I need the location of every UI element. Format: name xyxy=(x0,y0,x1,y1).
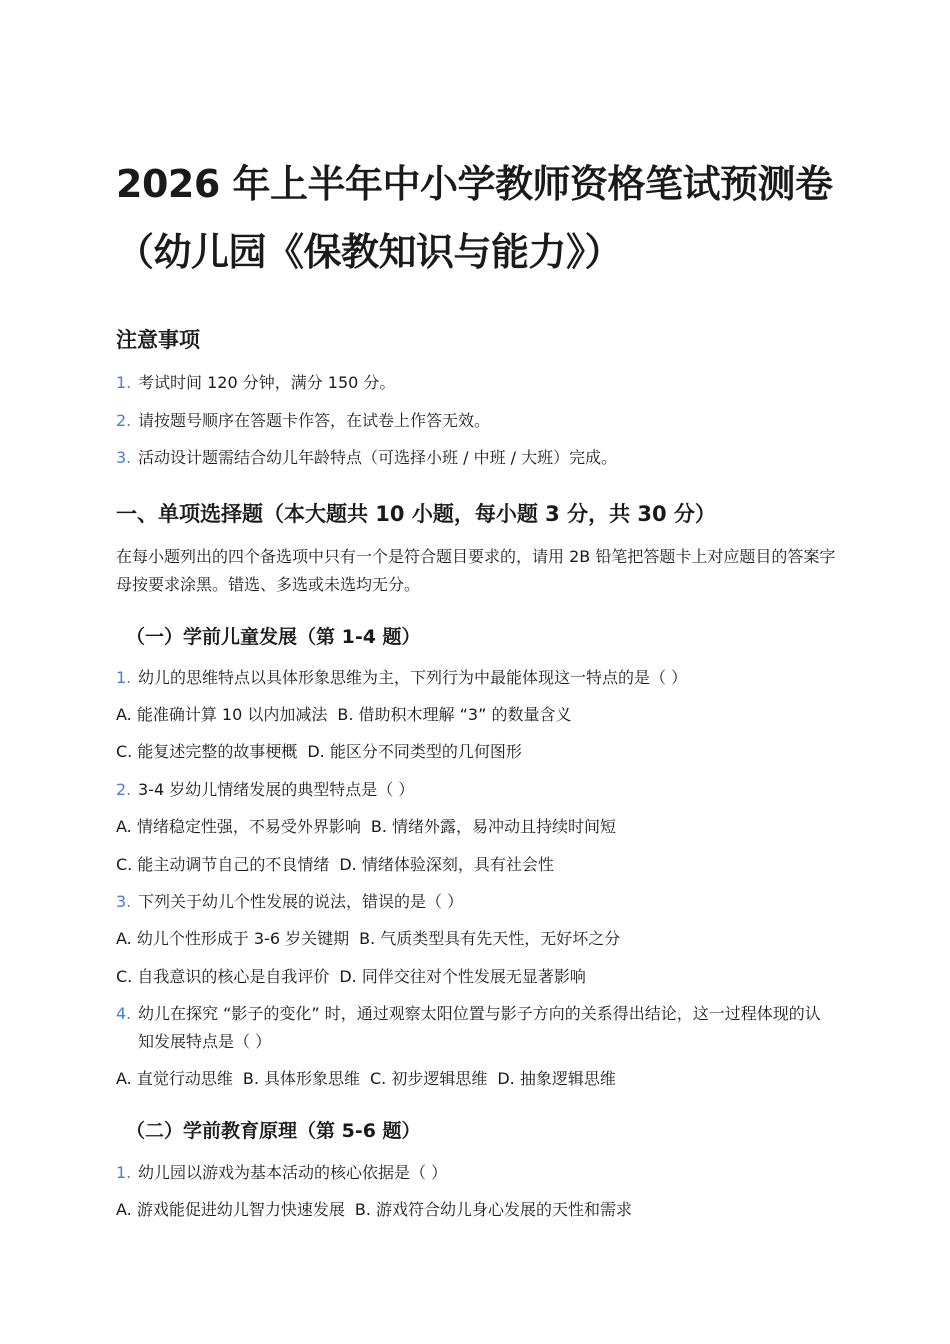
option: A. 游戏能促进幼儿智力快速发展 xyxy=(116,1200,345,1219)
option: B. 借助积木理解 “3” 的数量含义 xyxy=(337,705,572,724)
option: B. 情绪外露，易冲动且持续时间短 xyxy=(370,817,616,836)
question-text: 下列关于幼儿个性发展的说法，错误的是（ ） xyxy=(138,892,464,911)
question xyxy=(116,664,836,692)
question-text: 幼儿在探究 “影子的变化” 时，通过观察太阳位置与影子方向的关系得出结论，这一过程体现的认知发展特点是（ ） xyxy=(138,1004,821,1051)
option: A. 幼儿个性形成于 3-6 岁关键期 xyxy=(116,929,350,948)
list-text: 活动设计题需结合幼儿年龄特点（可选择小班 / 中班 / 大班）完成。 xyxy=(138,448,618,467)
list-number: 2. xyxy=(116,410,132,430)
list-item xyxy=(116,444,836,472)
question-text: 3-4 岁幼儿情绪发展的典型特点是（ ） xyxy=(138,780,415,799)
option: A. 能准确计算 10 以内加减法 xyxy=(116,705,328,724)
question-number: 1. xyxy=(116,1163,132,1182)
notice-heading: 注意事项 xyxy=(116,328,200,352)
list-item xyxy=(116,369,836,397)
option: A. 情绪稳定性强，不易受外界影响 xyxy=(116,817,361,836)
question-number: 1. xyxy=(116,668,132,687)
list-item xyxy=(116,407,836,435)
option: D. 同伴交往对个性发展无显著影响 xyxy=(339,967,586,986)
subsection-heading: （二）学前教育原理（第 5-6 题） xyxy=(126,1120,421,1142)
question xyxy=(116,776,836,804)
question-text: 幼儿园以游戏为基本活动的核心依据是（ ） xyxy=(138,1163,448,1182)
option: D. 情绪体验深刻，具有社会性 xyxy=(339,855,554,874)
option-row xyxy=(116,701,836,729)
page-title: 2026 年上半年中小学教师资格笔试预测卷（幼儿园《保教知识与能力》） xyxy=(116,162,833,274)
question xyxy=(116,1000,836,1056)
question-number: 4. xyxy=(116,1004,132,1023)
notice-list xyxy=(116,369,836,482)
option-row xyxy=(116,963,836,991)
section-heading: 一、单项选择题（本大题共 10 小题，每小题 3 分，共 30 分） xyxy=(116,502,716,526)
section-description: 在每小题列出的四个备选项中只有一个是符合题目要求的，请用 2B 铅笔把答题卡上对应题目的答案字母按要求涂黑。错选、多选或未选均无分。 xyxy=(116,547,836,594)
option-row xyxy=(116,738,836,766)
option-row xyxy=(116,925,836,953)
subsection-heading: （一）学前儿童发展（第 1-4 题） xyxy=(126,626,421,648)
option-row xyxy=(116,813,836,841)
question xyxy=(116,1159,836,1187)
option: D. 抽象逻辑思维 xyxy=(497,1069,616,1088)
option: A. 直觉行动思维 xyxy=(116,1069,233,1088)
question-number: 2. xyxy=(116,780,132,799)
option: B. 游戏符合幼儿身心发展的天性和需求 xyxy=(354,1200,632,1219)
list-text: 请按题号顺序在答题卡作答，在试卷上作答无效。 xyxy=(138,410,491,430)
option-row xyxy=(116,1065,836,1093)
question-text: 幼儿的思维特点以具体形象思维为主，下列行为中最能体现这一特点的是（ ） xyxy=(138,668,688,687)
option: C. 能复述完整的故事梗概 xyxy=(116,742,298,761)
option: C. 初步逻辑思维 xyxy=(370,1069,488,1088)
list-number: 3. xyxy=(116,448,132,467)
option: D. 能区分不同类型的几何图形 xyxy=(307,742,522,761)
list-text: 考试时间 120 分钟，满分 150 分。 xyxy=(138,373,396,392)
list-number: 1. xyxy=(116,373,132,392)
option-row xyxy=(116,851,836,879)
option: C. 自我意识的核心是自我评价 xyxy=(116,967,330,986)
option-row xyxy=(116,1196,836,1224)
option: C. 能主动调节自己的不良情绪 xyxy=(116,855,330,874)
option: B. 气质类型具有先天性，无好坏之分 xyxy=(359,929,621,948)
option: B. 具体形象思维 xyxy=(242,1069,360,1088)
question xyxy=(116,888,836,916)
question-number: 3. xyxy=(116,892,132,911)
